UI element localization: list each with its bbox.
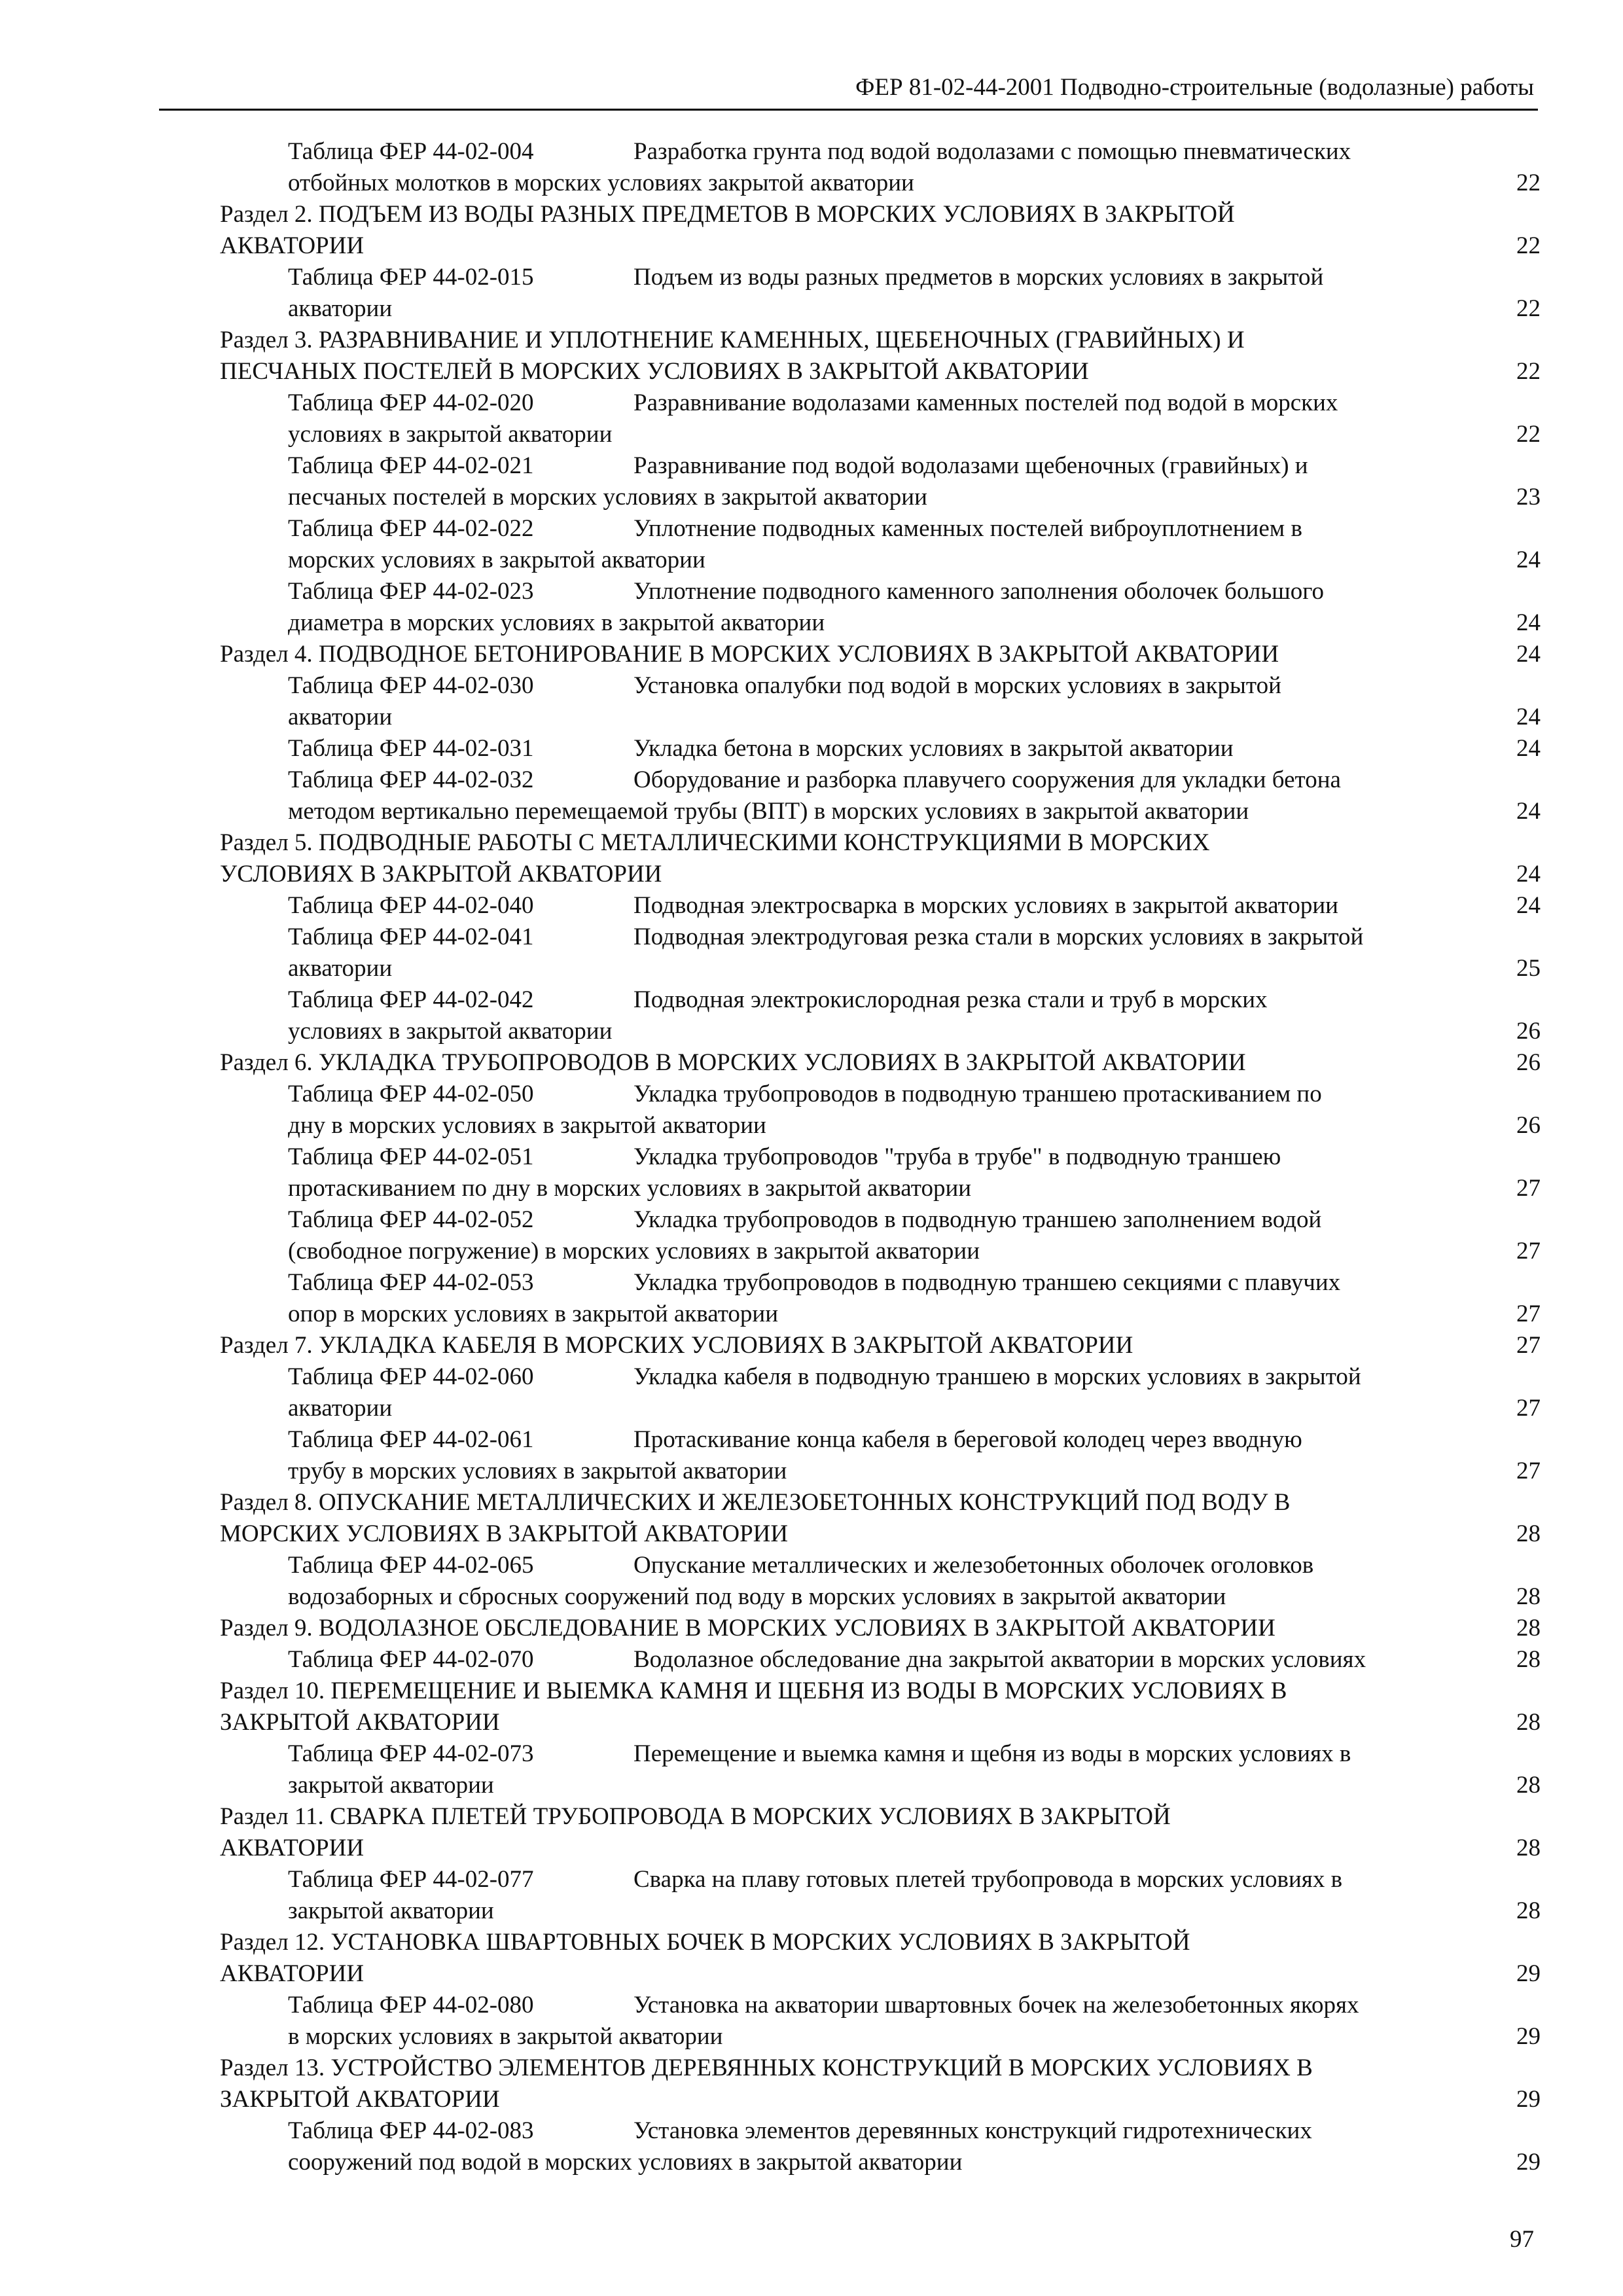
toc-page-number: 27	[1516, 1300, 1541, 1327]
toc-entry-title-continued: протаскиванием по дну в морских условиях в закрытой акватории	[288, 1175, 972, 1202]
toc-entry-first-line	[288, 450, 1541, 482]
toc-page-number: 24	[1516, 609, 1541, 636]
table-code: Таблица ФЕР 44-02-061	[288, 1426, 534, 1453]
toc-table-entry[interactable]	[288, 1204, 1541, 1267]
toc-entry-title-continued: закрытой акватории	[288, 1772, 494, 1799]
toc-entry-title-continued: АКВАТОРИИ	[220, 232, 365, 259]
toc-page-number: 28	[1516, 1835, 1541, 1861]
toc-entry-first-line	[288, 670, 1541, 702]
toc-entry-last-line	[220, 1518, 1541, 1550]
toc-table-entry[interactable]	[288, 576, 1541, 639]
toc-table-entry[interactable]	[288, 262, 1541, 325]
toc-entry-last-line	[220, 230, 1541, 262]
toc-entry-last-line	[288, 890, 1541, 922]
toc-page-number: 23	[1516, 484, 1541, 511]
toc-entry-title: Укладка кабеля в подводную траншею в морских условиях в закрытой	[633, 1363, 1361, 1390]
toc-section-entry[interactable]	[220, 1927, 1541, 1990]
toc-page-number: 24	[1516, 735, 1541, 762]
table-code: Таблица ФЕР 44-02-070	[288, 1646, 534, 1673]
dot-leader	[974, 1195, 1509, 1196]
toc-entry-last-line	[288, 733, 1541, 764]
toc-entry-last-line	[288, 293, 1541, 325]
toc-page-number: 22	[1516, 421, 1541, 448]
toc-entry-title-continued: МОРСКИХ УСЛОВИЯХ В ЗАКРЫТОЙ АКВАТОРИИ	[220, 1520, 789, 1547]
toc-entry-first-line	[220, 325, 1541, 356]
toc-entry-last-line	[288, 1110, 1541, 1141]
toc-entry-title-continued: Раздел 4. ПОДВОДНОЕ БЕТОНИРОВАНИЕ В МОРСКИХ УСЛОВИЯХ В ЗАКРЫТОЙ АКВАТОРИИ	[220, 641, 1279, 668]
toc-table-entry[interactable]	[288, 733, 1541, 764]
toc-entry-first-line	[288, 262, 1541, 293]
toc-entry-title-continued: ЗАКРЫТОЙ АКВАТОРИИ	[220, 2086, 500, 2113]
toc-entry-title-continued: дну в морских условиях в закрытой акватории	[288, 1112, 766, 1139]
toc-entry-title-continued: акватории	[288, 295, 393, 322]
toc-entry-first-line	[288, 2115, 1541, 2147]
toc-section-entry[interactable]	[220, 325, 1541, 387]
toc-entry-title-continued: АКВАТОРИИ	[220, 1960, 365, 1987]
toc-entry-title-continued: Раздел 6. УКЛАДКА ТРУБОПРОВОДОВ В МОРСКИХ УСЛОВИЯХ В ЗАКРЫТОЙ АКВАТОРИИ	[220, 1049, 1246, 1076]
toc-entry-title: Раздел 12. УСТАНОВКА ШВАРТОВНЫХ БОЧЕК В МОРСКИХ УСЛОВИЯХ В ЗАКРЫТОЙ	[220, 1929, 1190, 1956]
toc-table-entry[interactable]	[288, 2115, 1541, 2178]
table-code: Таблица ФЕР 44-02-021	[288, 452, 534, 479]
toc-entry-last-line	[220, 1047, 1541, 1079]
toc-entry-title: Перемещение и выемка камня и щебня из воды в морских условиях в	[633, 1740, 1351, 1767]
dot-leader	[965, 2169, 1509, 2170]
toc-entry-title: Раздел 5. ПОДВОДНЫЕ РАБОТЫ С МЕТАЛЛИЧЕСКИМИ КОНСТРУКЦИЯМИ В МОРСКИХ	[220, 829, 1210, 856]
toc-entry-last-line	[288, 953, 1541, 984]
dot-leader	[1281, 661, 1509, 662]
toc-entry-last-line	[288, 702, 1541, 733]
toc-entry-title: Раздел 11. СВАРКА ПЛЕТЕЙ ТРУБОПРОВОДА В МОРСКИХ УСЛОВИЯХ В ЗАКРЫТОЙ	[220, 1803, 1171, 1830]
toc-entry-first-line	[288, 922, 1541, 953]
dot-leader	[982, 1258, 1509, 1259]
table-code: Таблица ФЕР 44-02-060	[288, 1363, 534, 1390]
dot-leader	[725, 2043, 1509, 2044]
toc-table-entry[interactable]	[288, 1738, 1541, 1801]
dot-leader	[503, 1729, 1509, 1730]
dot-leader	[769, 1132, 1509, 1133]
toc-table-entry[interactable]	[288, 387, 1541, 450]
toc-page-number: 28	[1516, 1772, 1541, 1799]
toc-section-entry[interactable]	[220, 639, 1541, 670]
toc-page-number: 29	[1516, 2086, 1541, 2113]
toc-page-number: 27	[1516, 1175, 1541, 1202]
toc-section-entry[interactable]	[220, 1330, 1541, 1361]
table-code: Таблица ФЕР 44-02-030	[288, 672, 534, 699]
toc-table-entry[interactable]	[288, 890, 1541, 922]
toc-entry-title: Раздел 10. ПЕРЕМЕЩЕНИЕ И ВЫЕМКА КАМНЯ И ЩЕБНЯ ИЗ ВОДЫ В МОРСКИХ УСЛОВИЯХ В	[220, 1677, 1287, 1704]
toc-entry-last-line	[288, 1173, 1541, 1204]
toc-entry-title: Уплотнение подводного каменного заполнения оболочек большого	[633, 578, 1324, 605]
toc-table-entry[interactable]	[288, 450, 1541, 513]
toc-page-number: 27	[1516, 1395, 1541, 1422]
toc-entry-first-line	[220, 1927, 1541, 1958]
toc-section-entry[interactable]	[220, 1613, 1541, 1644]
toc-entry-title: Подъем из воды разных предметов в морских условиях в закрытой	[633, 264, 1324, 291]
toc-page-number: 22	[1516, 232, 1541, 259]
toc-page-number: 28	[1516, 1520, 1541, 1547]
dot-leader	[789, 1478, 1509, 1479]
toc-entry-title: Укладка трубопроводов в подводную траншею секциями с плавучих	[633, 1269, 1341, 1296]
toc-page-number: 22	[1516, 295, 1541, 322]
toc-entry-title-continued: методом вертикально перемещаемой трубы (ВПТ) в морских условиях в закрытой акватории	[288, 798, 1249, 825]
toc-page-number: 27	[1516, 1332, 1541, 1359]
dot-leader	[503, 2106, 1509, 2107]
toc-entry-first-line	[288, 1424, 1541, 1456]
toc-entry-last-line	[288, 2021, 1541, 2053]
toc-table-entry[interactable]	[288, 136, 1541, 199]
toc-page-number: 25	[1516, 955, 1541, 982]
toc-entry-title-continued: закрытой акватории	[288, 1897, 494, 1924]
toc-entry-first-line	[220, 1487, 1541, 1518]
toc-entry-last-line	[220, 356, 1541, 387]
toc-entry-title-continued: (свободное погружение) в морских условиях в закрытой акватории	[288, 1238, 980, 1265]
toc-page-number: 27	[1516, 1458, 1541, 1484]
toc-entry-title: Подводная электродуговая резка стали в морских условиях в закрытой	[633, 924, 1364, 950]
toc-table-entry[interactable]	[288, 670, 1541, 733]
toc-page-number: 27	[1516, 1238, 1541, 1265]
toc-table-entry[interactable]	[288, 1424, 1541, 1487]
toc-entry-title-continued: Раздел 7. УКЛАДКА КАБЕЛЯ В МОРСКИХ УСЛОВИЯХ В ЗАКРЫТОЙ АКВАТОРИИ	[220, 1332, 1133, 1359]
toc-entry-title-continued: акватории	[288, 1395, 393, 1422]
toc-entry-title: Подводная электрокислородная резка стали и труб в морских	[633, 986, 1268, 1013]
dot-leader	[1251, 818, 1509, 819]
table-code: Таблица ФЕР 44-02-080	[288, 1992, 534, 2018]
dot-leader	[1236, 755, 1509, 756]
table-code: Таблица ФЕР 44-02-022	[288, 515, 534, 542]
table-of-contents	[220, 136, 1541, 2178]
toc-entry-first-line	[288, 1141, 1541, 1173]
toc-table-entry[interactable]	[288, 922, 1541, 984]
dot-leader	[1368, 1666, 1509, 1667]
toc-entry-last-line	[288, 1299, 1541, 1330]
table-code: Таблица ФЕР 44-02-053	[288, 1269, 534, 1296]
toc-entry-last-line	[220, 1613, 1541, 1644]
toc-table-entry[interactable]	[288, 1990, 1541, 2053]
toc-entry-first-line	[220, 199, 1541, 230]
toc-entry-first-line	[288, 576, 1541, 607]
table-code: Таблица ФЕР 44-02-042	[288, 986, 534, 1013]
toc-page-number: 24	[1516, 547, 1541, 573]
toc-entry-last-line	[220, 2084, 1541, 2115]
toc-section-entry[interactable]	[220, 2053, 1541, 2115]
dot-leader	[1092, 378, 1509, 379]
toc-section-entry[interactable]	[220, 1047, 1541, 1079]
toc-entry-title: Раздел 8. ОПУСКАНИЕ МЕТАЛЛИЧЕСКИХ И ЖЕЛЕЗОБЕТОННЫХ КОНСТРУКЦИЙ ПОД ВОДУ В	[220, 1489, 1291, 1516]
toc-entry-title: Раздел 3. РАЗРАВНИВАНИЕ И УПЛОТНЕНИЕ КАМЕННЫХ, ЩЕБЕНОЧНЫХ (ГРАВИЙНЫХ) И	[220, 327, 1245, 353]
toc-entry-title: Сварка на плаву готовых плетей трубопровода в морских условиях в	[633, 1866, 1343, 1893]
toc-entry-title-continued: Раздел 9. ВОДОЛАЗНОЕ ОБСЛЕДОВАНИЕ В МОРСКИХ УСЛОВИЯХ В ЗАКРЫТОЙ АКВАТОРИИ	[220, 1615, 1275, 1641]
toc-table-entry[interactable]	[288, 1079, 1541, 1141]
dot-leader	[497, 1792, 1509, 1793]
dot-leader	[615, 1038, 1509, 1039]
toc-page-number: 29	[1516, 1960, 1541, 1987]
toc-entry-title-continued: ПЕСЧАНЫХ ПОСТЕЛЕЙ В МОРСКИХ УСЛОВИЯХ В ЗАКРЫТОЙ АКВАТОРИИ	[220, 358, 1089, 385]
toc-entry-first-line	[288, 1864, 1541, 1895]
toc-page-number: 24	[1516, 798, 1541, 825]
toc-entry-first-line	[288, 1079, 1541, 1110]
toc-entry-last-line	[288, 796, 1541, 827]
toc-entry-first-line	[220, 1801, 1541, 1833]
toc-entry-last-line	[288, 1016, 1541, 1047]
toc-entry-title-continued: водозаборных и сбросных сооружений под воду в морских условиях в закрытой акватории	[288, 1583, 1226, 1610]
toc-entry-title: Уплотнение подводных каменных постелей виброуплотнением в	[633, 515, 1302, 542]
toc-entry-title-continued: акватории	[288, 955, 393, 982]
toc-entry-title: Разравнивание под водой водолазами щебеночных (гравийных) и	[633, 452, 1308, 479]
toc-section-entry[interactable]	[220, 1801, 1541, 1864]
toc-entry-last-line	[220, 1833, 1541, 1864]
toc-page-number: 29	[1516, 2149, 1541, 2176]
toc-entry-last-line	[288, 1581, 1541, 1613]
toc-entry-title-continued: Укладка бетона в морских условиях в закрытой акватории	[633, 735, 1234, 762]
toc-entry-title: Укладка трубопроводов в подводную траншею заполнением водой	[633, 1206, 1322, 1233]
toc-entry-title-continued: трубу в морских условиях в закрытой акватории	[288, 1458, 787, 1484]
header-title: ФЕР 81-02-44-2001 Подводно-строительные (водолазные) работы	[855, 74, 1534, 101]
toc-entry-first-line	[288, 513, 1541, 545]
toc-entry-title-continued: опор в морских условиях в закрытой акватории	[288, 1300, 779, 1327]
toc-entry-title: Разработка грунта под водой водолазами с помощью пневматических	[633, 138, 1351, 165]
toc-entry-first-line	[288, 387, 1541, 419]
toc-page-number: 29	[1516, 2023, 1541, 2050]
toc-page-number: 26	[1516, 1112, 1541, 1139]
toc-entry-last-line	[288, 1770, 1541, 1801]
toc-entry-last-line	[288, 1895, 1541, 1927]
toc-page-number: 28	[1516, 1615, 1541, 1641]
toc-entry-last-line	[288, 607, 1541, 639]
toc-page-number: 24	[1516, 704, 1541, 730]
toc-entry-last-line	[220, 1707, 1541, 1738]
toc-entry-title-continued: УСЛОВИЯХ В ЗАКРЫТОЙ АКВАТОРИИ	[220, 861, 662, 888]
toc-table-entry[interactable]	[288, 1550, 1541, 1613]
toc-table-entry[interactable]	[288, 984, 1541, 1047]
toc-table-entry[interactable]	[288, 764, 1541, 827]
toc-table-entry[interactable]	[288, 1141, 1541, 1204]
dot-leader	[1278, 1635, 1509, 1636]
dot-leader	[395, 315, 1509, 316]
toc-table-entry[interactable]	[288, 1267, 1541, 1330]
toc-page-number: 26	[1516, 1018, 1541, 1045]
toc-page-number: 28	[1516, 1709, 1541, 1736]
dot-leader	[1249, 1069, 1509, 1070]
toc-entry-last-line	[288, 482, 1541, 513]
toc-section-entry[interactable]	[220, 1487, 1541, 1550]
toc-entry-title-continued: диаметра в морских условиях в закрытой акватории	[288, 609, 825, 636]
toc-entry-title: Опускание металлических и железобетонных оболочек оголовков	[633, 1552, 1314, 1579]
toc-entry-title: Раздел 13. УСТРОЙСТВО ЭЛЕМЕНТОВ ДЕРЕВЯННЫХ КОНСТРУКЦИЙ В МОРСКИХ УСЛОВИЯХ В	[220, 2054, 1313, 2081]
table-code: Таблица ФЕР 44-02-004	[288, 138, 534, 165]
toc-page-number: 28	[1516, 1897, 1541, 1924]
toc-page-number: 28	[1516, 1583, 1541, 1610]
toc-entry-last-line	[288, 1393, 1541, 1424]
toc-table-entry[interactable]	[288, 1644, 1541, 1676]
page-number: 97	[1510, 2226, 1534, 2253]
toc-entry-title-continued: в морских условиях в закрытой акватории	[288, 2023, 723, 2050]
table-code: Таблица ФЕР 44-02-065	[288, 1552, 534, 1579]
toc-entry-title-continued: условиях в закрытой акватории	[288, 421, 613, 448]
toc-entry-title-continued: условиях в закрытой акватории	[288, 1018, 613, 1045]
dot-leader	[1341, 912, 1509, 913]
toc-entry-last-line	[288, 2147, 1541, 2178]
toc-section-entry[interactable]	[220, 1676, 1541, 1738]
toc-entry-title-continued: отбойных молотков в морских условиях закрытой акватории	[288, 170, 914, 196]
toc-entry-title: Укладка трубопроводов в подводную траншею протаскиванием по	[633, 1081, 1322, 1107]
table-code: Таблица ФЕР 44-02-041	[288, 924, 534, 950]
dot-leader	[395, 1415, 1509, 1416]
toc-entry-last-line	[220, 639, 1541, 670]
toc-entry-first-line	[220, 827, 1541, 859]
toc-entry-last-line	[288, 545, 1541, 576]
running-header	[159, 65, 1538, 111]
toc-entry-last-line	[220, 1330, 1541, 1361]
toc-entry-last-line	[288, 1236, 1541, 1267]
toc-entry-title-continued: Подводная электросварка в морских условиях в закрытой акватории	[633, 892, 1338, 919]
toc-entry-first-line	[288, 136, 1541, 168]
toc-entry-title-continued: АКВАТОРИИ	[220, 1835, 365, 1861]
table-code: Таблица ФЕР 44-02-052	[288, 1206, 534, 1233]
dot-leader	[930, 504, 1509, 505]
toc-entry-first-line	[288, 984, 1541, 1016]
dot-leader	[1135, 1352, 1509, 1353]
toc-entry-title-continued: сооружений под водой в морских условиях в закрытой акватории	[288, 2149, 963, 2176]
toc-page-number: 24	[1516, 892, 1541, 919]
toc-table-entry[interactable]	[288, 513, 1541, 576]
toc-page-number: 28	[1516, 1646, 1541, 1673]
toc-page-number: 22	[1516, 358, 1541, 385]
toc-page-number: 26	[1516, 1049, 1541, 1076]
table-code: Таблица ФЕР 44-02-032	[288, 766, 534, 793]
dot-leader	[615, 441, 1509, 442]
toc-entry-first-line	[288, 1267, 1541, 1299]
toc-entry-first-line	[220, 2053, 1541, 2084]
toc-entry-first-line	[288, 1990, 1541, 2021]
table-code: Таблица ФЕР 44-02-015	[288, 264, 534, 291]
toc-entry-first-line	[288, 1738, 1541, 1770]
table-code: Таблица ФЕР 44-02-020	[288, 389, 534, 416]
table-code: Таблица ФЕР 44-02-077	[288, 1866, 534, 1893]
toc-entry-title: Укладка трубопроводов "труба в трубе" в подводную траншею	[633, 1143, 1281, 1170]
toc-page-number: 24	[1516, 641, 1541, 668]
toc-page-number: 24	[1516, 861, 1541, 888]
dot-leader	[664, 881, 1509, 882]
table-code: Таблица ФЕР 44-02-083	[288, 2117, 534, 2144]
table-code: Таблица ФЕР 44-02-050	[288, 1081, 534, 1107]
toc-entry-last-line	[288, 419, 1541, 450]
toc-section-entry[interactable]	[220, 827, 1541, 890]
toc-entry-title: Установка элементов деревянных конструкций гидротехнических	[633, 2117, 1312, 2144]
table-code: Таблица ФЕР 44-02-073	[288, 1740, 534, 1767]
toc-table-entry[interactable]	[288, 1361, 1541, 1424]
toc-entry-title: Установка опалубки под водой в морских условиях в закрытой	[633, 672, 1281, 699]
toc-entry-last-line	[220, 859, 1541, 890]
dot-leader	[366, 1855, 1509, 1856]
dot-leader	[395, 975, 1509, 976]
toc-entry-last-line	[288, 1644, 1541, 1676]
toc-entry-title-continued: акватории	[288, 704, 393, 730]
toc-section-entry[interactable]	[220, 199, 1541, 262]
toc-entry-title: Протаскивание конца кабеля в береговой колодец через вводную	[633, 1426, 1302, 1453]
table-code: Таблица ФЕР 44-02-040	[288, 892, 534, 919]
toc-entry-title-continued: песчаных постелей в морских условиях в закрытой акватории	[288, 484, 927, 511]
toc-entry-title: Установка на акватории швартовных бочек на железобетонных якорях	[633, 1992, 1359, 2018]
toc-entry-first-line	[288, 1361, 1541, 1393]
table-code: Таблица ФЕР 44-02-051	[288, 1143, 534, 1170]
toc-entry-title: Оборудование и разборка плавучего сооружения для укладки бетона	[633, 766, 1341, 793]
toc-table-entry[interactable]	[288, 1864, 1541, 1927]
toc-entry-first-line	[220, 1676, 1541, 1707]
toc-page-number: 22	[1516, 170, 1541, 196]
table-code: Таблица ФЕР 44-02-023	[288, 578, 534, 605]
toc-entry-title: Разравнивание водолазами каменных постелей под водой в морских	[633, 389, 1338, 416]
toc-entry-title: Раздел 2. ПОДЪЕМ ИЗ ВОДЫ РАЗНЫХ ПРЕДМЕТОВ В МОРСКИХ УСЛОВИЯХ В ЗАКРЫТОЙ	[220, 201, 1235, 228]
toc-entry-first-line	[288, 1550, 1541, 1581]
dot-leader	[395, 724, 1509, 725]
toc-entry-title-continued: ЗАКРЫТОЙ АКВАТОРИИ	[220, 1709, 500, 1736]
table-code: Таблица ФЕР 44-02-031	[288, 735, 534, 762]
toc-entry-title-continued: Водолазное обследование дна закрытой акватории в морских условиях	[633, 1646, 1366, 1673]
toc-entry-last-line	[220, 1958, 1541, 1990]
toc-entry-first-line	[288, 1204, 1541, 1236]
toc-entry-first-line	[288, 764, 1541, 796]
toc-entry-title-continued: морских условиях в закрытой акватории	[288, 547, 705, 573]
toc-entry-last-line	[288, 168, 1541, 199]
toc-entry-last-line	[288, 1456, 1541, 1487]
